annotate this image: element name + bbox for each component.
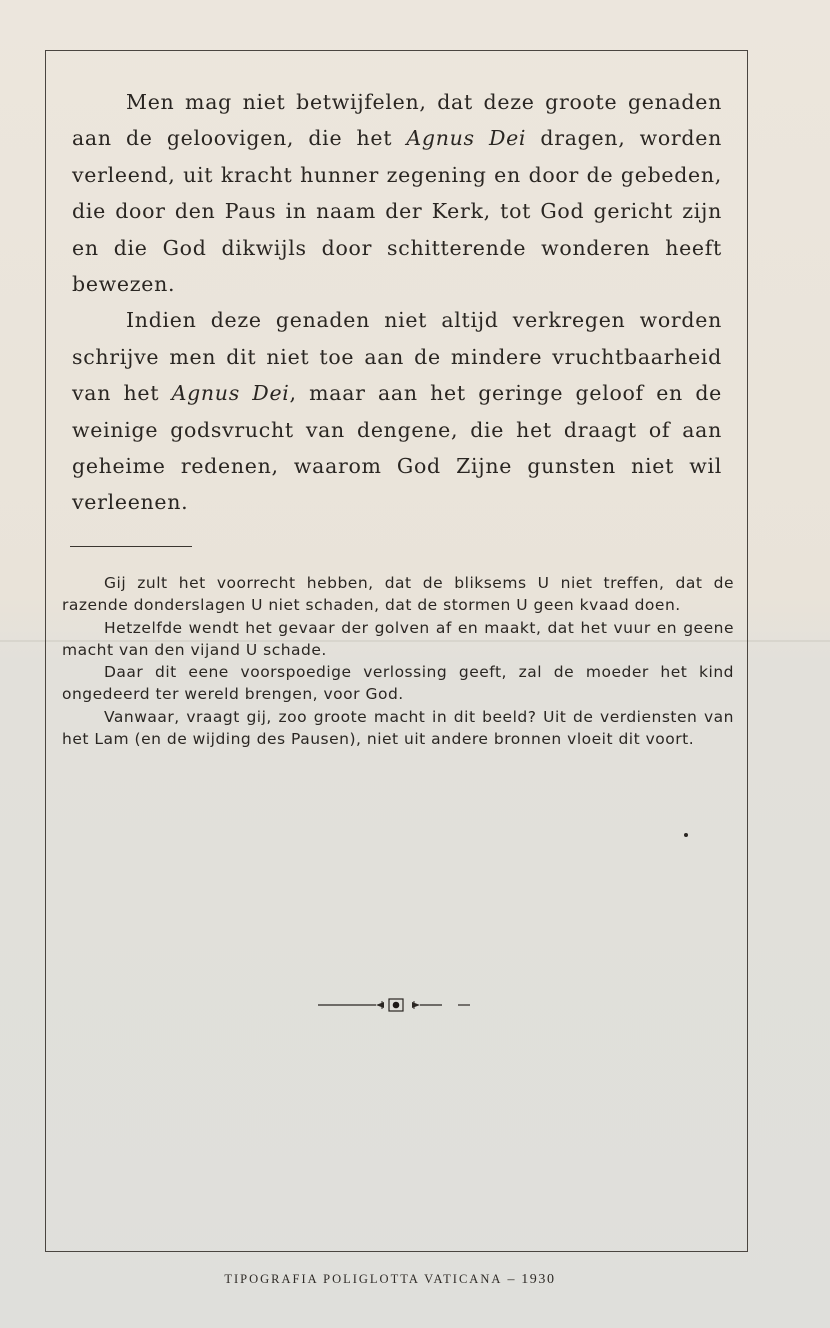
verse-paragraph: Vanwaar, vraagt gij, zoo groote macht in dit beeld? Uit de verdiensten van het Lam (en de wijding des Pausen), niet uit andere bronnen vloeit dit voort. (62, 707, 734, 749)
paragraph-1: Men mag niet betwijfelen, dat deze groote genaden aan de geloovigen, die het Agnus Dei dragen, worden verleend, uit kracht hunner zegening en door de gebeden, die door den Paus in naam der Kerk, tot God gericht zijn en die God dikwijls door schitterende wonderen heeft bewezen. (72, 90, 722, 297)
dutch-text-section (72, 84, 722, 521)
italic-term: Agnus Dei (406, 126, 527, 151)
printer-imprint (0, 1272, 780, 1288)
verse-translation-section (62, 572, 734, 750)
ink-speck (684, 833, 688, 837)
verse-paragraph: Daar dit eene voorspoedige verlossing geeft, zal de moeder het kind ongedeerd ter wereld brengen, voor God. (62, 663, 734, 704)
verse-paragraph: Hetzelfde wendt het gevaar der golven af en maakt, dat het vuur en geene macht van den vijand U schade. (62, 618, 734, 659)
imprint-year: 1930 (521, 1272, 556, 1287)
printer-name: TIPOGRAFIA POLIGLOTTA VATICANA (224, 1272, 503, 1286)
imprint-separator: – (507, 1272, 517, 1287)
section-divider (70, 546, 192, 547)
italic-term: Agnus Dei (171, 381, 290, 406)
paragraph-2: Indien deze genaden niet altijd verkregen worden schrijve men dit niet toe aan de mindere vruchtbaarheid van het Agnus Dei, maar aan het geringe geloof en de weinige godsvrucht van dengene, die het draagt of aan geheime redenen, waarom God Zijne gunsten niet wil verleenen. (72, 308, 722, 515)
ornament-icon (318, 998, 478, 1012)
verse-paragraph: Gij zult het voorrecht hebben, dat de bliksems U niet treffen, dat de razende donderslagen U niet schaden, dat de stormen U geen kvaad doen. (62, 574, 734, 615)
